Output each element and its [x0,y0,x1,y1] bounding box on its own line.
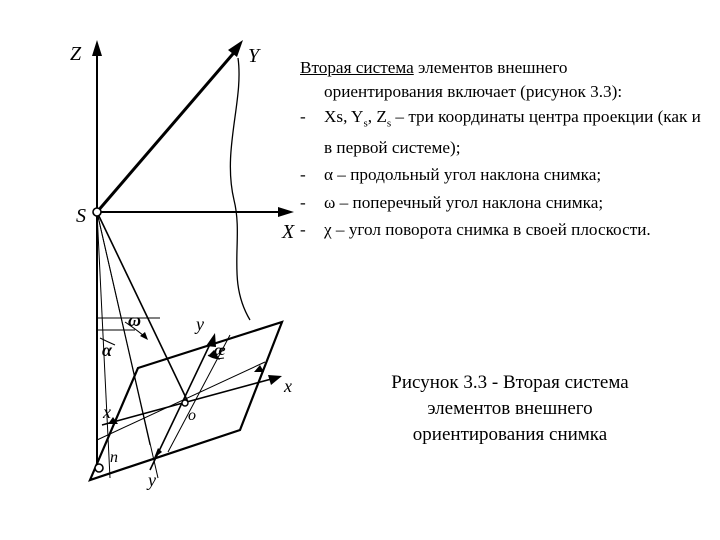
label-s: S [76,205,86,227]
image-x-axis-arrowhead [268,375,282,385]
label-omega: ω [128,310,142,330]
list-dash: - [300,107,306,126]
list-item-text: – три координаты центра проекции (как и в первой системе); [324,107,701,157]
list-item-text: , Z [367,107,387,126]
label-o: o [188,407,196,424]
list-item-text: χ – угол поворота снимка в своей плоскости. [324,220,651,240]
figure-caption [330,370,690,448]
label-x-right: x [284,376,292,396]
y-axis [97,48,238,212]
label-kappa: æ [214,342,226,359]
vertical-plane-line [97,212,188,402]
caption-line-2: элементов внешнего [427,398,593,419]
point-n [95,464,103,472]
point-s [93,208,101,216]
intro-underlined: Вторая система [300,58,414,77]
orientation-diagram [0,0,300,500]
label-alpha: α [102,340,112,360]
list-dash: - [300,220,306,240]
caption-line-3: ориентирования снимка [412,424,608,445]
list-dash: - [300,192,306,212]
list-item-text: α – продольный угол наклона снимка; [324,165,602,185]
list-dash: - [300,165,306,185]
y-axis-arrowhead [228,40,243,57]
list-item-text: ω – поперечный угол наклона снимка; [324,192,604,212]
caption-line-1: Рисунок 3.3 - Вторая система [391,372,629,393]
break-line [230,58,250,320]
list-item [300,105,705,159]
label-n: n [110,449,118,466]
point-o [182,400,188,406]
z-axis-arrowhead [92,40,102,56]
label-x-left: x [103,402,111,422]
label-y-axis: Y [248,45,260,67]
label-z: Z [70,43,82,65]
x-axis-arrowhead [278,207,294,217]
list-item [300,218,705,242]
subscript: s [386,117,392,130]
label-x-axis: X [282,221,295,243]
subscript: s [363,117,368,130]
intro-rest-line2: ориентирования включает (рисунок 3.3): [324,81,623,101]
label-y-upper: y [196,314,204,334]
list-item-text: Xs, Y [324,107,364,126]
description-text [300,56,705,246]
elements-list [300,105,705,242]
intro-paragraph [300,56,705,103]
label-y-lower: y [148,470,156,490]
list-item [300,191,705,215]
list-item [300,163,705,187]
intro-rest-line1: элементов внешнего [413,58,568,77]
